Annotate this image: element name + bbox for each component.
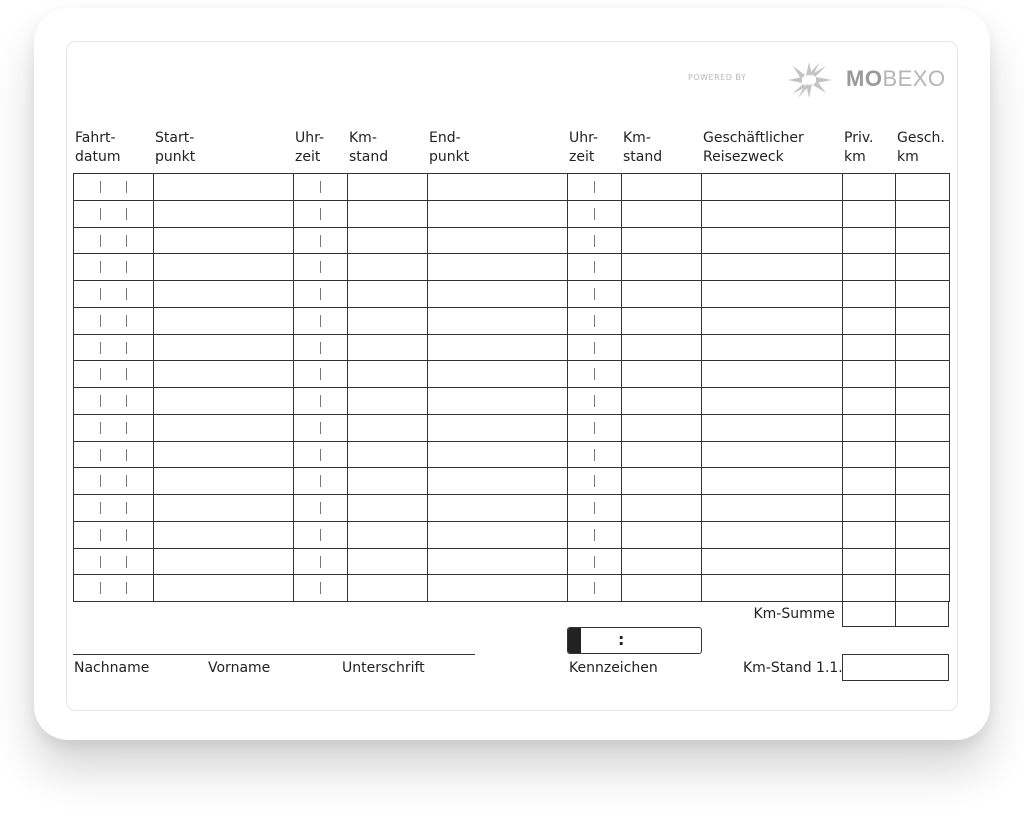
cell-kmstand-end[interactable] <box>622 334 702 361</box>
col-header-line1: Uhr- <box>295 130 325 146</box>
separator-tick <box>594 449 595 461</box>
cell-endpunkt[interactable] <box>428 575 568 602</box>
col-header-fahrtdatum <box>75 129 120 167</box>
cell-priv-km[interactable] <box>843 575 896 602</box>
wordmark-light: BEXO <box>882 66 946 91</box>
separator-tick <box>100 475 101 487</box>
cell-startpunkt[interactable] <box>154 521 294 548</box>
cell-kmstand-end[interactable] <box>622 200 702 227</box>
cell-kmstand-start[interactable] <box>348 388 428 415</box>
cell-uhrzeit-end[interactable] <box>568 521 622 548</box>
table-row <box>74 548 950 575</box>
cell-fahrtdatum[interactable] <box>74 254 154 281</box>
cell-gesch-km[interactable] <box>896 548 950 575</box>
cell-endpunkt[interactable] <box>428 334 568 361</box>
cell-gesch-km[interactable] <box>896 521 950 548</box>
cell-kmstand-start[interactable] <box>348 575 428 602</box>
col-header-line1: End- <box>429 130 461 146</box>
separator-tick <box>320 475 321 487</box>
wordmark-bold: MO <box>846 66 883 91</box>
cell-kmstand-end[interactable] <box>622 548 702 575</box>
separator-tick <box>320 208 321 220</box>
powered-by-label: POWERED BY <box>688 73 747 82</box>
cell-startpunkt[interactable] <box>154 388 294 415</box>
cell-reisezweck[interactable] <box>702 441 843 468</box>
separator-tick <box>594 422 595 434</box>
separator-tick <box>126 288 127 300</box>
km-stand-11-label: Km-Stand 1.1. <box>743 660 843 676</box>
separator-tick <box>126 368 127 380</box>
cell-uhrzeit-start[interactable] <box>294 468 348 495</box>
cell-uhrzeit-start[interactable] <box>294 281 348 308</box>
separator-tick <box>126 235 127 247</box>
cell-kmstand-start[interactable] <box>348 200 428 227</box>
cell-uhrzeit-start[interactable] <box>294 495 348 522</box>
cell-startpunkt[interactable] <box>154 334 294 361</box>
km-summe-label: Km-Summe <box>753 606 835 622</box>
separator-tick <box>100 315 101 327</box>
cell-fahrtdatum[interactable] <box>74 200 154 227</box>
separator-tick <box>126 556 127 568</box>
separator-tick <box>594 529 595 541</box>
cell-priv-km[interactable] <box>843 281 896 308</box>
eu-band-icon <box>568 628 581 653</box>
gesch-km-sum-field[interactable] <box>895 601 949 627</box>
table-row <box>74 174 950 201</box>
cell-priv-km[interactable] <box>843 174 896 201</box>
cell-gesch-km[interactable] <box>896 361 950 388</box>
cell-uhrzeit-start[interactable] <box>294 521 348 548</box>
cell-endpunkt[interactable] <box>428 388 568 415</box>
col-header-line2: stand <box>623 149 663 165</box>
cell-fahrtdatum[interactable] <box>74 334 154 361</box>
separator-tick <box>126 181 127 193</box>
cell-kmstand-end[interactable] <box>622 227 702 254</box>
cell-gesch-km[interactable] <box>896 495 950 522</box>
cell-startpunkt[interactable] <box>154 548 294 575</box>
separator-tick <box>100 368 101 380</box>
cell-startpunkt[interactable] <box>154 575 294 602</box>
cell-fahrtdatum[interactable] <box>74 361 154 388</box>
cell-uhrzeit-start[interactable] <box>294 441 348 468</box>
cell-priv-km[interactable] <box>843 495 896 522</box>
cell-gesch-km[interactable] <box>896 307 950 334</box>
cell-gesch-km[interactable] <box>896 414 950 441</box>
separator-tick <box>320 342 321 354</box>
table-row <box>74 361 950 388</box>
separator-tick <box>320 235 321 247</box>
cell-endpunkt[interactable] <box>428 414 568 441</box>
separator-tick <box>100 288 101 300</box>
cell-reisezweck[interactable] <box>702 388 843 415</box>
separator-tick <box>594 502 595 514</box>
cell-endpunkt[interactable] <box>428 307 568 334</box>
cell-reisezweck[interactable] <box>702 227 843 254</box>
cell-priv-km[interactable] <box>843 414 896 441</box>
cell-uhrzeit-end[interactable] <box>568 548 622 575</box>
priv-km-sum-field[interactable] <box>842 601 896 627</box>
separator-tick <box>594 181 595 193</box>
cell-uhrzeit-start[interactable] <box>294 361 348 388</box>
cell-gesch-km[interactable] <box>896 200 950 227</box>
col-header-reisezweck <box>703 129 804 167</box>
cell-priv-km[interactable] <box>843 468 896 495</box>
cell-uhrzeit-end[interactable] <box>568 495 622 522</box>
cell-endpunkt[interactable] <box>428 174 568 201</box>
cell-kmstand-end[interactable] <box>622 388 702 415</box>
col-header-kmstand-start <box>349 129 388 167</box>
separator-tick <box>320 181 321 193</box>
separator-tick <box>126 529 127 541</box>
cell-kmstand-start[interactable] <box>348 227 428 254</box>
mobexo-wordmark <box>846 66 946 92</box>
cell-fahrtdatum[interactable] <box>74 575 154 602</box>
cell-kmstand-end[interactable] <box>622 174 702 201</box>
col-header-gesch-km <box>897 129 945 167</box>
separator-tick <box>126 395 127 407</box>
cell-kmstand-start[interactable] <box>348 414 428 441</box>
cell-reisezweck[interactable] <box>702 468 843 495</box>
cell-fahrtdatum[interactable] <box>74 281 154 308</box>
cell-uhrzeit-end[interactable] <box>568 334 622 361</box>
cell-uhrzeit-end[interactable] <box>568 361 622 388</box>
cell-priv-km[interactable] <box>843 521 896 548</box>
separator-tick <box>100 582 101 594</box>
cell-reisezweck[interactable] <box>702 414 843 441</box>
cell-priv-km[interactable] <box>843 307 896 334</box>
cell-priv-km[interactable] <box>843 227 896 254</box>
star-burst-logo-icon <box>782 60 836 100</box>
col-header-line2: punkt <box>155 149 196 165</box>
cell-gesch-km[interactable] <box>896 174 950 201</box>
cell-kmstand-start[interactable] <box>348 468 428 495</box>
table-row <box>74 441 950 468</box>
col-header-uhrzeit-end <box>569 129 598 167</box>
cell-uhrzeit-end[interactable] <box>568 227 622 254</box>
table-row <box>74 521 950 548</box>
col-header-line1: Geschäftlicher <box>703 130 804 146</box>
separator-tick <box>320 395 321 407</box>
col-header-uhrzeit-start <box>295 129 324 167</box>
cell-startpunkt[interactable] <box>154 441 294 468</box>
separator-tick <box>320 556 321 568</box>
cell-kmstand-end[interactable] <box>622 307 702 334</box>
cell-uhrzeit-start[interactable] <box>294 548 348 575</box>
separator-tick <box>100 422 101 434</box>
cell-fahrtdatum[interactable] <box>74 441 154 468</box>
cell-endpunkt[interactable] <box>428 548 568 575</box>
table-row <box>74 414 950 441</box>
table-row <box>74 495 950 522</box>
table-row <box>74 200 950 227</box>
col-header-line2: zeit <box>295 149 321 165</box>
separator-tick <box>320 422 321 434</box>
separator-tick <box>594 556 595 568</box>
separator-tick <box>594 368 595 380</box>
cell-uhrzeit-start[interactable] <box>294 174 348 201</box>
separator-tick <box>126 422 127 434</box>
cell-priv-km[interactable] <box>843 200 896 227</box>
col-header-line1: Uhr- <box>569 130 599 146</box>
col-header-endpunkt <box>429 129 469 167</box>
cell-kmstand-end[interactable] <box>622 441 702 468</box>
separator-tick <box>126 475 127 487</box>
km-stand-11-field[interactable] <box>842 654 949 681</box>
separator-tick <box>594 261 595 273</box>
col-header-line1: Km- <box>349 130 377 146</box>
col-header-line2: datum <box>75 149 121 165</box>
cell-reisezweck[interactable] <box>702 575 843 602</box>
cell-endpunkt[interactable] <box>428 468 568 495</box>
cell-kmstand-start[interactable] <box>348 361 428 388</box>
cell-priv-km[interactable] <box>843 361 896 388</box>
cell-uhrzeit-end[interactable] <box>568 307 622 334</box>
separator-tick <box>100 208 101 220</box>
col-header-line2: km <box>844 149 866 165</box>
col-header-line2: stand <box>349 149 389 165</box>
cell-uhrzeit-end[interactable] <box>568 200 622 227</box>
cell-uhrzeit-start[interactable] <box>294 414 348 441</box>
cell-kmstand-end[interactable] <box>622 254 702 281</box>
cell-endpunkt[interactable] <box>428 227 568 254</box>
cell-fahrtdatum[interactable] <box>74 174 154 201</box>
cell-kmstand-start[interactable] <box>348 281 428 308</box>
table-row <box>74 575 950 602</box>
separator-tick <box>594 315 595 327</box>
cell-kmstand-start[interactable] <box>348 307 428 334</box>
cell-startpunkt[interactable] <box>154 495 294 522</box>
col-header-line2: km <box>897 149 919 165</box>
separator-tick <box>100 235 101 247</box>
cell-reisezweck[interactable] <box>702 254 843 281</box>
col-header-line1: Fahrt- <box>75 130 116 146</box>
cell-endpunkt[interactable] <box>428 281 568 308</box>
cell-gesch-km[interactable] <box>896 441 950 468</box>
cell-gesch-km[interactable] <box>896 575 950 602</box>
kennzeichen-label: Kennzeichen <box>569 660 658 676</box>
cell-kmstand-end[interactable] <box>622 495 702 522</box>
cell-reisezweck[interactable] <box>702 521 843 548</box>
cell-endpunkt[interactable] <box>428 200 568 227</box>
separator-tick <box>320 529 321 541</box>
col-header-line1: Km- <box>623 130 651 146</box>
cell-reisezweck[interactable] <box>702 174 843 201</box>
separator-tick <box>320 315 321 327</box>
cell-fahrtdatum[interactable] <box>74 388 154 415</box>
separator-tick <box>126 582 127 594</box>
col-header-priv-km <box>844 129 874 167</box>
cell-priv-km[interactable] <box>843 441 896 468</box>
cell-startpunkt[interactable] <box>154 414 294 441</box>
separator-tick <box>100 395 101 407</box>
cell-uhrzeit-start[interactable] <box>294 575 348 602</box>
cell-uhrzeit-end[interactable] <box>568 254 622 281</box>
cell-endpunkt[interactable] <box>428 254 568 281</box>
separator-tick <box>320 261 321 273</box>
unterschrift-label: Unterschrift <box>342 660 425 676</box>
separator-tick <box>100 181 101 193</box>
table-row <box>74 281 950 308</box>
cell-startpunkt[interactable] <box>154 200 294 227</box>
separator-tick <box>594 342 595 354</box>
cell-endpunkt[interactable] <box>428 361 568 388</box>
nachname-label: Nachname <box>74 660 150 676</box>
separator-tick <box>100 342 101 354</box>
cell-priv-km[interactable] <box>843 548 896 575</box>
table-row <box>74 307 950 334</box>
cell-fahrtdatum[interactable] <box>74 521 154 548</box>
signature-line <box>73 654 475 655</box>
cell-fahrtdatum[interactable] <box>74 414 154 441</box>
separator-tick <box>594 235 595 247</box>
cell-fahrtdatum[interactable] <box>74 495 154 522</box>
cell-startpunkt[interactable] <box>154 361 294 388</box>
cell-kmstand-end[interactable] <box>622 575 702 602</box>
license-plate-field[interactable] <box>567 627 702 654</box>
cell-uhrzeit-end[interactable] <box>568 174 622 201</box>
cell-startpunkt[interactable] <box>154 307 294 334</box>
cell-kmstand-end[interactable] <box>622 361 702 388</box>
cell-reisezweck[interactable] <box>702 200 843 227</box>
cell-uhrzeit-end[interactable] <box>568 281 622 308</box>
separator-tick <box>320 368 321 380</box>
cell-reisezweck[interactable] <box>702 307 843 334</box>
cell-reisezweck[interactable] <box>702 495 843 522</box>
separator-tick <box>594 582 595 594</box>
separator-tick <box>126 315 127 327</box>
cell-uhrzeit-start[interactable] <box>294 388 348 415</box>
cell-kmstand-start[interactable] <box>348 254 428 281</box>
cell-endpunkt[interactable] <box>428 441 568 468</box>
table-row <box>74 254 950 281</box>
table-row <box>74 468 950 495</box>
cell-uhrzeit-start[interactable] <box>294 200 348 227</box>
cell-priv-km[interactable] <box>843 388 896 415</box>
col-header-line2: Reisezweck <box>703 149 784 165</box>
col-header-line1: Priv. <box>844 130 874 146</box>
cell-startpunkt[interactable] <box>154 174 294 201</box>
brand-area <box>680 60 952 100</box>
separator-tick <box>100 261 101 273</box>
cell-kmstand-start[interactable] <box>348 334 428 361</box>
cell-fahrtdatum[interactable] <box>74 307 154 334</box>
cell-fahrtdatum[interactable] <box>74 227 154 254</box>
cell-startpunkt[interactable] <box>154 281 294 308</box>
separator-tick <box>594 395 595 407</box>
cell-kmstand-end[interactable] <box>622 521 702 548</box>
col-header-kmstand-end <box>623 129 662 167</box>
separator-tick <box>100 529 101 541</box>
separator-tick <box>594 208 595 220</box>
col-header-line1: Start- <box>155 130 195 146</box>
cell-gesch-km[interactable] <box>896 388 950 415</box>
cell-uhrzeit-start[interactable] <box>294 307 348 334</box>
cell-gesch-km[interactable] <box>896 254 950 281</box>
cell-startpunkt[interactable] <box>154 254 294 281</box>
cell-uhrzeit-end[interactable] <box>568 441 622 468</box>
plate-separator: : <box>618 630 625 649</box>
cell-kmstand-start[interactable] <box>348 441 428 468</box>
cell-kmstand-start[interactable] <box>348 521 428 548</box>
cell-startpunkt[interactable] <box>154 468 294 495</box>
separator-tick <box>320 502 321 514</box>
separator-tick <box>100 556 101 568</box>
cell-uhrzeit-start[interactable] <box>294 254 348 281</box>
separator-tick <box>126 342 127 354</box>
cell-endpunkt[interactable] <box>428 521 568 548</box>
separator-tick <box>100 502 101 514</box>
cell-kmstand-start[interactable] <box>348 174 428 201</box>
cell-uhrzeit-end[interactable] <box>568 468 622 495</box>
cell-priv-km[interactable] <box>843 254 896 281</box>
cell-reisezweck[interactable] <box>702 334 843 361</box>
separator-tick <box>126 261 127 273</box>
cell-gesch-km[interactable] <box>896 227 950 254</box>
table-row <box>74 227 950 254</box>
cell-uhrzeit-start[interactable] <box>294 227 348 254</box>
cell-fahrtdatum[interactable] <box>74 548 154 575</box>
cell-reisezweck[interactable] <box>702 361 843 388</box>
table-row <box>74 334 950 361</box>
table-row <box>74 388 950 415</box>
separator-tick <box>320 288 321 300</box>
cell-reisezweck[interactable] <box>702 281 843 308</box>
cell-gesch-km[interactable] <box>896 281 950 308</box>
cell-priv-km[interactable] <box>843 334 896 361</box>
separator-tick <box>320 582 321 594</box>
separator-tick <box>594 475 595 487</box>
col-header-line2: punkt <box>429 149 470 165</box>
separator-tick <box>126 502 127 514</box>
cell-gesch-km[interactable] <box>896 334 950 361</box>
cell-uhrzeit-end[interactable] <box>568 388 622 415</box>
vorname-label: Vorname <box>208 660 271 676</box>
col-header-line1: Gesch. <box>897 130 945 146</box>
col-header-startpunkt <box>155 129 195 167</box>
separator-tick <box>126 449 127 461</box>
cell-reisezweck[interactable] <box>702 548 843 575</box>
cell-kmstand-end[interactable] <box>622 468 702 495</box>
cell-uhrzeit-start[interactable] <box>294 334 348 361</box>
separator-tick <box>126 208 127 220</box>
cell-kmstand-end[interactable] <box>622 414 702 441</box>
col-header-line2: zeit <box>569 149 595 165</box>
cell-uhrzeit-end[interactable] <box>568 575 622 602</box>
cell-startpunkt[interactable] <box>154 227 294 254</box>
cell-uhrzeit-end[interactable] <box>568 414 622 441</box>
cell-fahrtdatum[interactable] <box>74 468 154 495</box>
separator-tick <box>320 449 321 461</box>
logbook-table <box>73 173 950 602</box>
separator-tick <box>100 449 101 461</box>
cell-kmstand-start[interactable] <box>348 495 428 522</box>
cell-kmstand-start[interactable] <box>348 548 428 575</box>
separator-tick <box>594 288 595 300</box>
cell-kmstand-end[interactable] <box>622 281 702 308</box>
cell-endpunkt[interactable] <box>428 495 568 522</box>
cell-gesch-km[interactable] <box>896 468 950 495</box>
